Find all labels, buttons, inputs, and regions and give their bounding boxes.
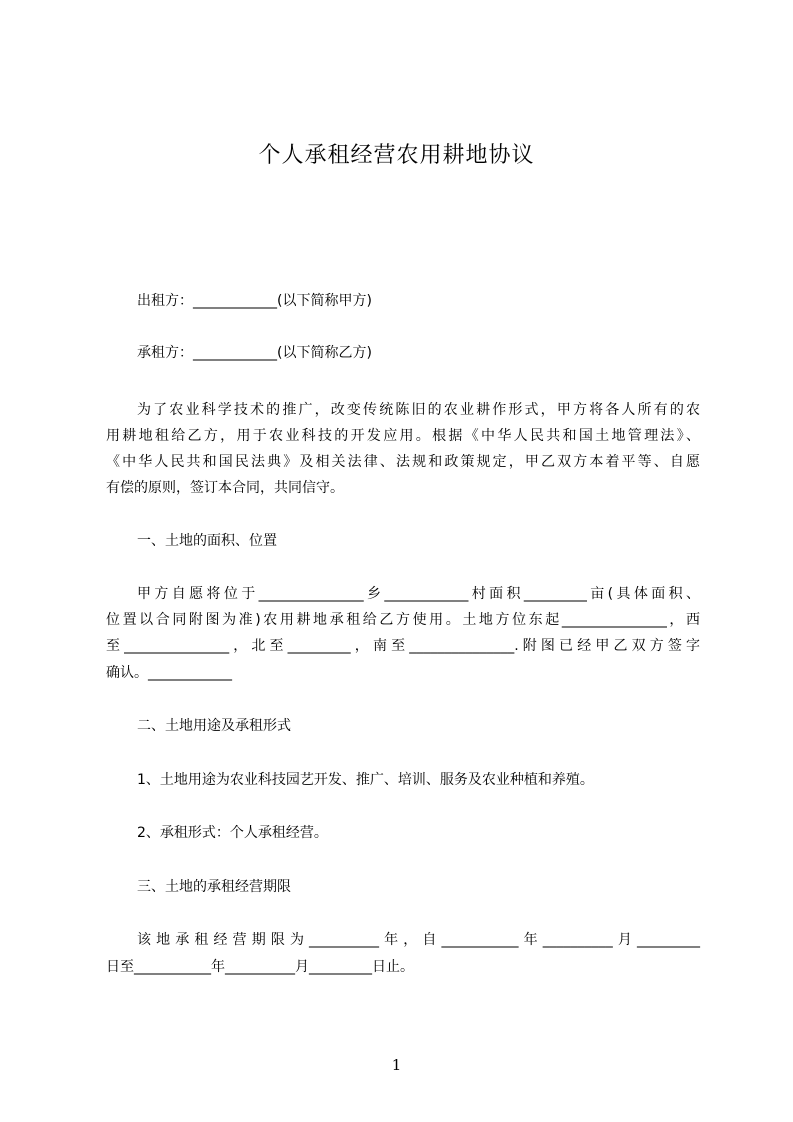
lessor-line: 出租方：____________(以下简称甲方) (137, 293, 372, 309)
section-2-item-1: 1、土地用途为农业科技园艺开发、推广、培训、服务及农业种植和养殖。 (137, 772, 594, 788)
section-3-line-2: 日至___________年__________月_________日止。 (106, 959, 414, 975)
preamble-line-2: 用耕地租给乙方，用于农业科技的开发应用。根据《中华人民共和国土地管理法》、 (106, 428, 700, 444)
section-3-line-1: 该地承租经营期限为__________年，自___________年__________月_________ (137, 932, 700, 948)
section-1-line-1: 甲方自愿将位于_______________乡____________村面积_________亩(具体面积、 (137, 586, 700, 602)
section-1-line-3: 至_______________，北至_________，南至_______________.附图已经甲乙双方签字 (106, 638, 700, 654)
preamble-line-3: 《中华人民共和国民法典》及相关法律、法规和政策规定，甲乙双方本着平等、自愿 (106, 454, 700, 470)
preamble-line-1: 为了农业科学技术的推广，改变传统陈旧的农业耕作形式，甲方将各人所有的农 (137, 402, 700, 418)
preamble-line-4: 有偿的原则，签订本合同，共同信守。 (106, 480, 344, 496)
section-3-heading: 三、土地的承租经营期限 (137, 879, 291, 895)
document-title: 个人承租经营农用耕地协议 (258, 143, 535, 168)
section-1-line-2: 位置以合同附图为准)农用耕地承租给乙方使用。土地方位东起_______________，西 (106, 612, 700, 628)
section-1-heading: 一、土地的面积、位置 (137, 533, 277, 549)
section-2-item-2: 2、承租形式：个人承租经营。 (137, 825, 328, 841)
section-1-line-4: 确认。____________ (106, 665, 232, 681)
lessee-line: 承租方：____________(以下简称乙方) (137, 345, 372, 361)
page-number: 1 (391, 1056, 402, 1074)
section-2-heading: 二、土地用途及承租形式 (137, 718, 291, 734)
